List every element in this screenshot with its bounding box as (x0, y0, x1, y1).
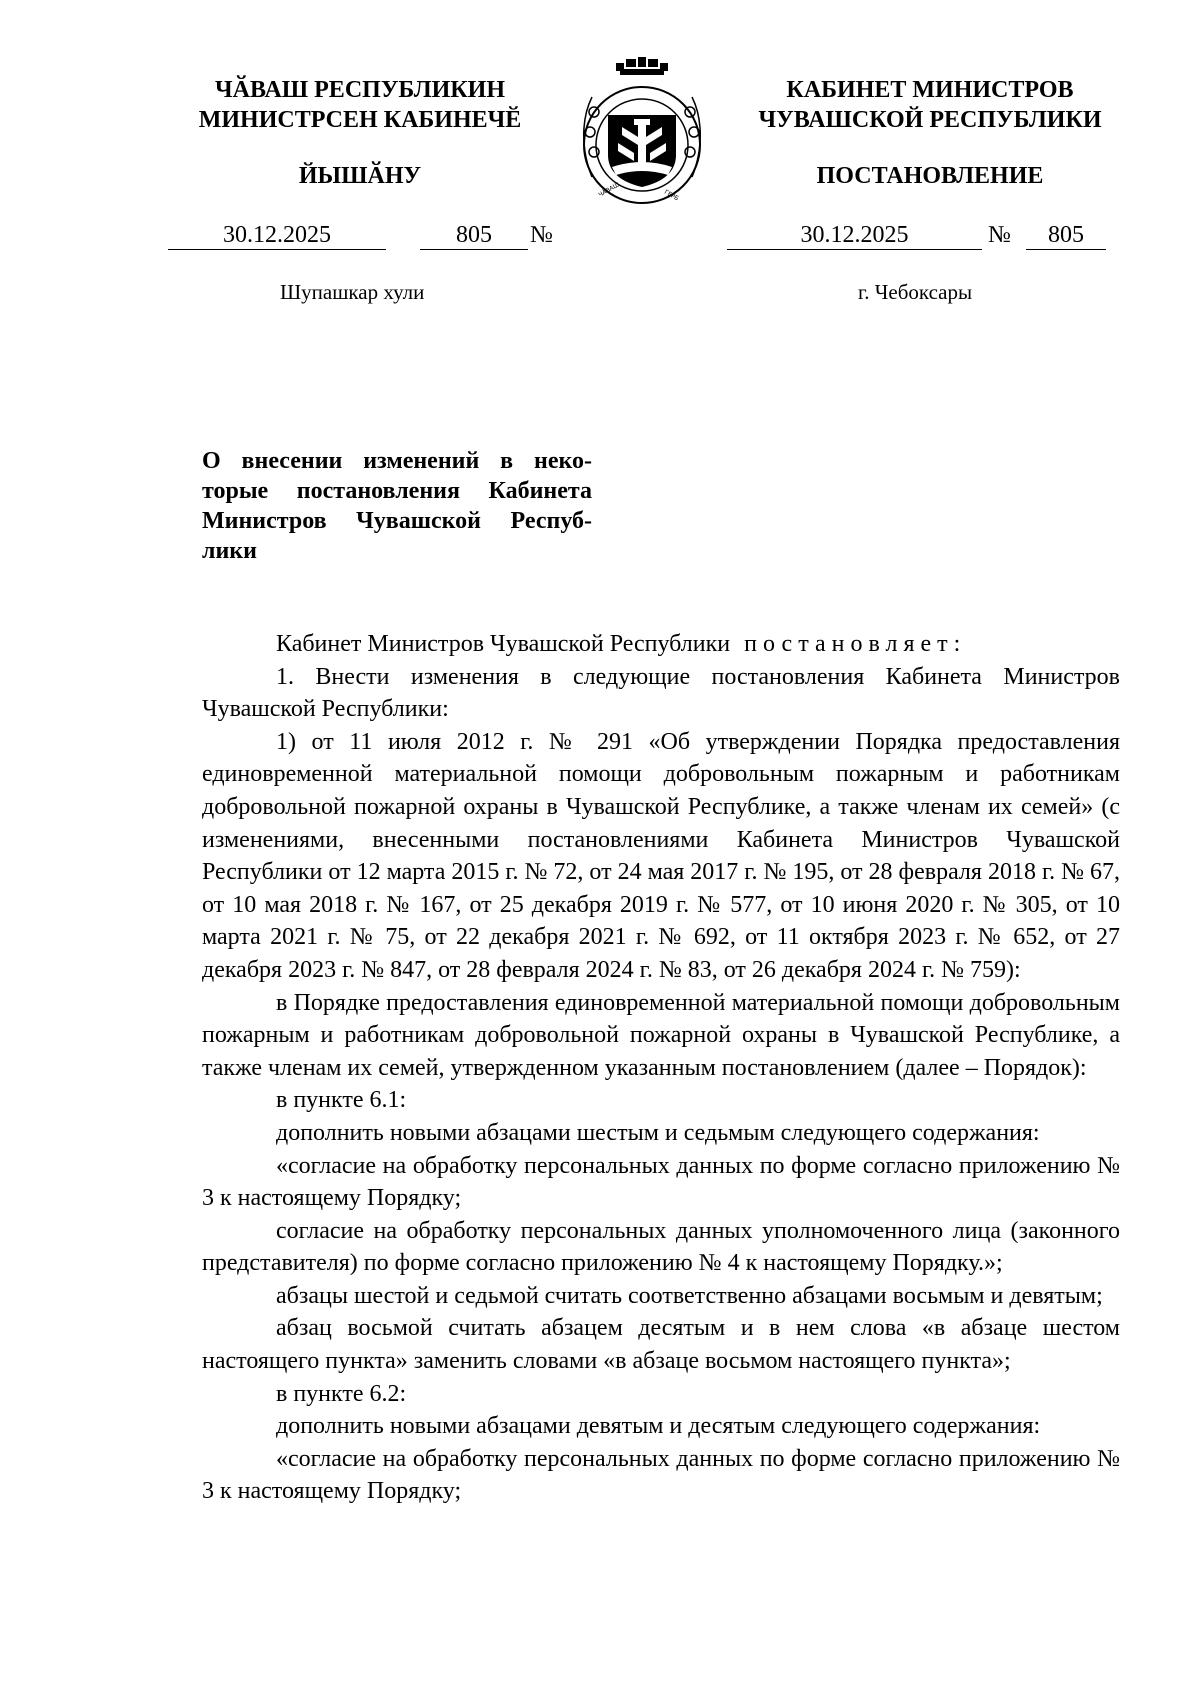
intro-paragraph (202, 628, 1120, 661)
title-line2: торые постановления Кабинета (202, 478, 592, 504)
paragraph-4: в пункте 6.1: (276, 1087, 407, 1114)
header-left-doc-kind: ЙЫШӐНУ (298, 163, 422, 189)
header-right-authority (720, 75, 1140, 135)
left-city: Шупашкар хули (280, 280, 425, 304)
svg-text:ГЕРБ: ГЕРБ (663, 188, 680, 203)
paragraph-12: «согласие на обработку персональных данных по форме согласно приложению № 3 к настоящему Порядку; (202, 1445, 1120, 1505)
header-right-doc-kind: ПОСТАНОВЛЕНИЕ (816, 163, 1044, 189)
document-title (202, 446, 592, 566)
title-line3: Министров Чувашской Респуб- (202, 508, 592, 534)
right-number-field: 805 (1026, 221, 1106, 250)
paragraph-5: дополнить новыми абзацами шестым и седьмым следующего содержания: (276, 1119, 1040, 1146)
paragraph-1: 1. Внести изменения в следующие постановления Кабинета Министров Чувашской Республики: (202, 663, 1120, 723)
paragraph-6: «согласие на обработку персональных данных по форме согласно приложению № 3 к настоящему Порядку; (202, 1152, 1120, 1212)
intro-subject: Кабинет Министров Чувашской Республики (276, 631, 731, 657)
title-line4: лики (202, 538, 257, 564)
intro-verb: постановляет: (744, 631, 967, 657)
paragraph-11: дополнить новыми абзацами девятым и десятым следующего содержания: (276, 1413, 1041, 1440)
header-right-line2: ЧУВАШСКОЙ РЕСПУБЛИКИ (758, 107, 1102, 133)
header-left-line1: ЧӐВАШ РЕСПУБЛИКИН (215, 77, 505, 103)
left-number-sign: № (530, 222, 553, 248)
left-date-field: 30.12.2025 (168, 221, 386, 250)
paragraph-2: 1) от 11 июля 2012 г. № 291 «Об утверждении Порядка предоставления единовременной материальной помощи добровольным пожарным и работникам добровольной пожарной охраны в Чувашской Республике, а также членам их семей» (с изменениями, внесенными постановлениями Кабинета Министров Чувашской Республики от 12 марта 2015 г. № 72, от 24 мая 2017 г. № 195, от 28 февраля 2018 г. № 67, от 10 мая 2018 г. № 167, от 25 декабря 2019 г. № 577, от 10 июня 2020 г. № 305, от 10 марта 2021 г. № 75, от 22 декабря 2021 г. № 692, от 11 октября 2023 г. № 652, от 27 декабря 2023 г. № 847, от 28 февраля 2024 г. № 83, от 26 декабря 2024 г. № 759): (202, 728, 1120, 983)
left-number-field: 805 (420, 221, 528, 250)
header-right-line1: КАБИНЕТ МИНИСТРОВ (786, 77, 1074, 103)
svg-text:ЧӐВАШ: ЧӐВАШ (597, 181, 621, 199)
paragraph-8: абзацы шестой и седьмой считать соответственно абзацами восьмым и девятым; (276, 1282, 1103, 1309)
document-body (202, 628, 1120, 1508)
right-city: г. Чебоксары (858, 280, 973, 304)
paragraph-9: абзац восьмой считать абзацем десятым и в нем слова «в абзаце шестом настоящего пункта» заменить словами «в абзаце восьмом настоящего пункта»; (202, 1315, 1120, 1375)
header-left-authority (170, 75, 550, 135)
chuvash-coat-of-arms-icon (572, 57, 712, 207)
title-line1: О внесении изменений в неко- (202, 448, 592, 474)
right-date-field: 30.12.2025 (727, 221, 982, 250)
header-left-line2: МИНИСТРСЕН КАБИНЕЧӖ (198, 107, 522, 133)
paragraph-3: в Порядке предоставления единовременной материальной помощи добровольным пожарным и работникам добровольной пожарной охраны в Чувашской Республике, а также членам их семей, утвержденном указанным постановлением (далее – Порядок): (202, 989, 1120, 1081)
right-number-sign: № (988, 222, 1011, 248)
paragraph-10: в пункте 6.2: (276, 1380, 407, 1407)
paragraph-7: согласие на обработку персональных данных уполномоченного лица (законного представителя) по форме согласно приложению № 4 к настоящему Порядку.»; (202, 1217, 1120, 1277)
